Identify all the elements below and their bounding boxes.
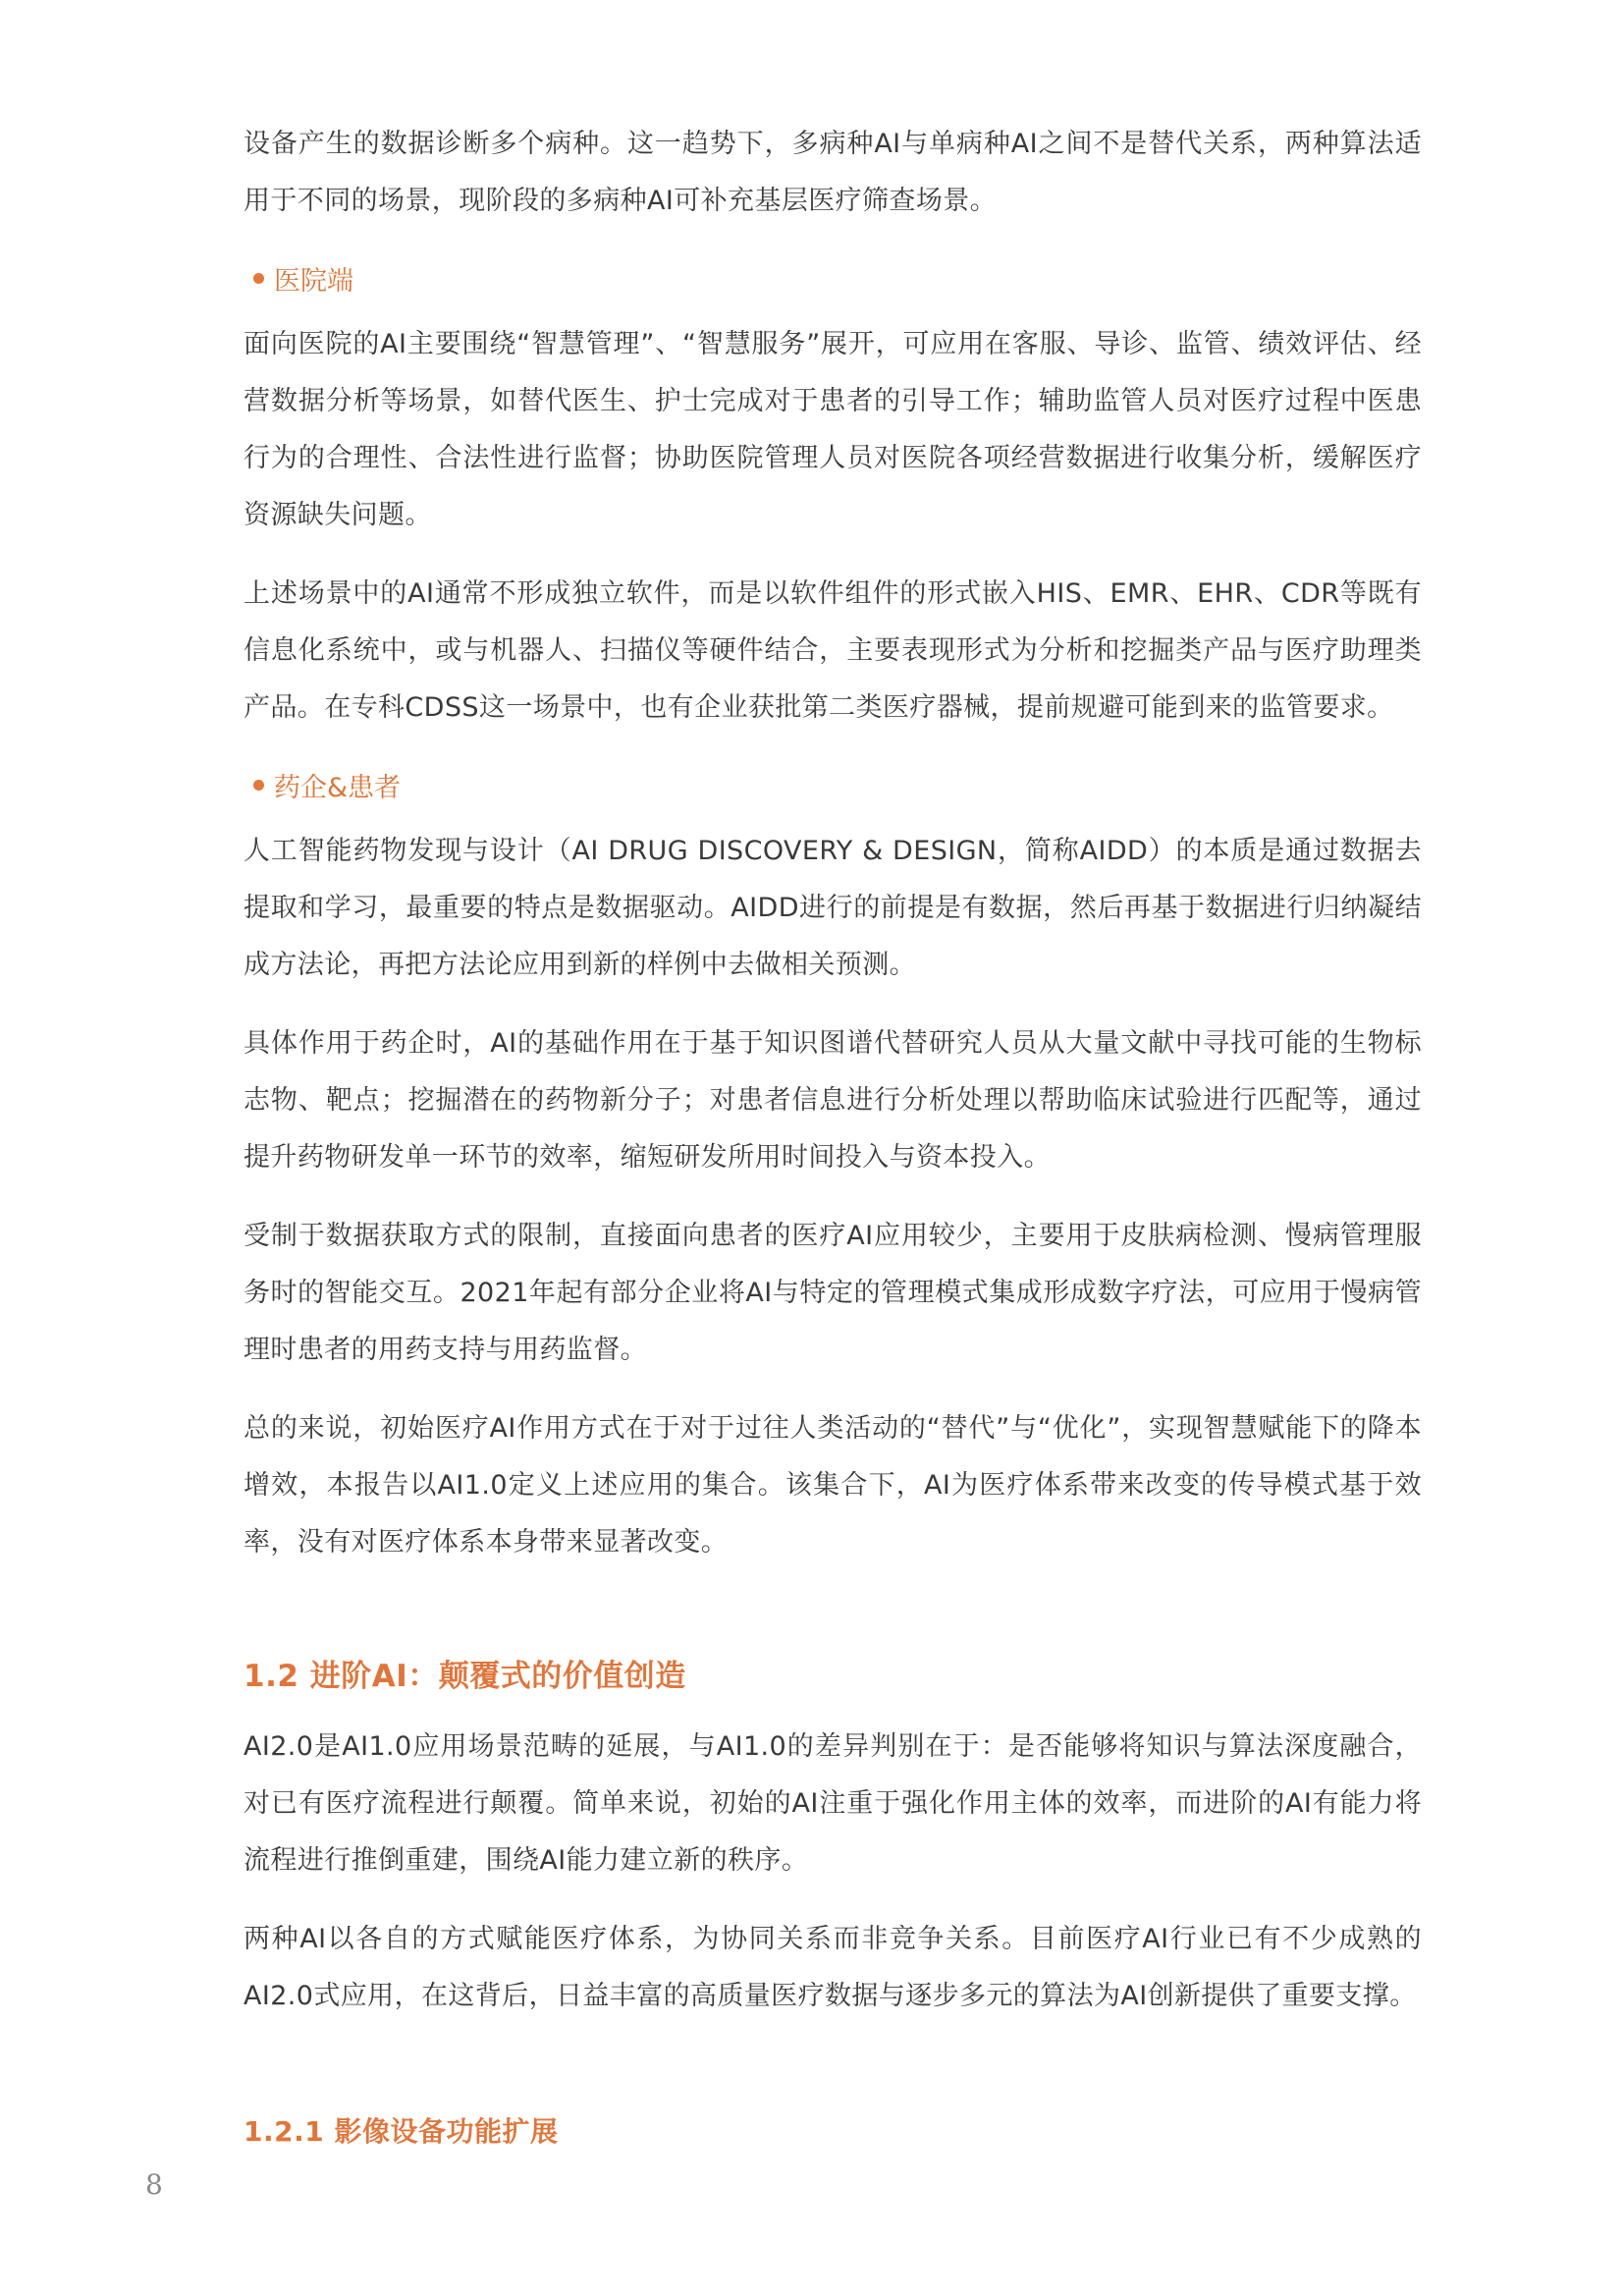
paragraph: 总的来说，初始医疗AI作用方式在于对于过往人类活动的“替代”与“优化”，实现智慧赋能下的降本增效，本报告以AI1.0定义上述应用的集合。该集合下，AI为医疗体系带来改变的传导模式基于效率，没有对医疗体系本身带来显著改变。: [243, 1413, 1422, 1558]
bullet-dot-icon: [253, 273, 264, 284]
section-heading-label: 药企&患者: [274, 772, 402, 803]
paragraph: 人工智能药物发现与设计（AI DRUG DISCOVERY & DESIGN，简称AIDD）的本质是通过数据去提取和学习，最重要的特点是数据驱动。AIDD进行的前提是有数据，然后再基于数据进行归纳凝结成方法论，再把方法论应用到新的样例中去做相关预测。: [243, 836, 1422, 980]
paragraph: 具体作用于药企时，AI的基础作用在于基于知识图谱代替研究人员从大量文献中寻找可能的生物标志物、靶点；挖掘潜在的药物新分子；对患者信息进行分析处理以帮助临床试验进行匹配等，通过提升药物研发单一环节的效率，缩短研发所用时间投入与资本投入。: [243, 1028, 1422, 1173]
section-heading-hospital: [253, 251, 1422, 304]
subsection-title-1-2-1: 1.2.1 影像设备功能扩展: [243, 2115, 559, 2148]
bullet-dot-icon: [253, 780, 264, 791]
section-heading-label: 医院端: [274, 265, 353, 297]
paragraph: 两种AI以各自的方式赋能医疗体系，为协同关系而非竞争关系。目前医疗AI行业已有不少成熟的AI2.0式应用，在这背后，日益丰富的高质量医疗数据与逐步多元的算法为AI创新提供了重要支撑。: [243, 1924, 1422, 2011]
paragraph: 上述场景中的AI通常不形成独立软件，而是以软件组件的形式嵌入HIS、EMR、EHR、CDR等既有信息化系统中，或与机器人、扫描仪等硬件结合，主要表现形式为分析和挖掘类产品与医疗助理类产品。在专科CDSS这一场景中，也有企业获批第二类医疗器械，提前规避可能到来的监管要求。: [243, 578, 1422, 723]
paragraph: 受制于数据获取方式的限制，直接面向患者的医疗AI应用较少，主要用于皮肤病检测、慢病管理服务时的智能交互。2021年起有部分企业将AI与特定的管理模式集成形成数字疗法，可应用于慢病管理时患者的用药支持与用药监督。: [243, 1221, 1422, 1365]
section-title-1-2: 1.2 进阶AI：颠覆式的价值创造: [243, 1659, 686, 1694]
page-number: 8: [145, 2168, 163, 2201]
paragraph: 面向医院的AI主要围绕“智慧管理”、“智慧服务”展开，可应用在客服、导诊、监管、绩效评估、经营数据分析等场景，如替代医生、护士完成对于患者的引导工作；辅助监管人员对医疗过程中医患行为的合理性、合法性进行监督；协助医院管理人员对医院各项经营数据进行收集分析，缓解医疗资源缺失问题。: [243, 329, 1422, 530]
section-heading-pharma-patient: [253, 758, 1422, 811]
paragraph: AI2.0是AI1.0应用场景范畴的延展，与AI1.0的差异判别在于：是否能够将知识与算法深度融合，对已有医疗流程进行颠覆。简单来说，初始的AI注重于强化作用主体的效率，而进阶的AI有能力将流程进行推倒重建，围绕AI能力建立新的秩序。: [243, 1731, 1422, 1876]
page-body: [243, 116, 1422, 2157]
paragraph: 设备产生的数据诊断多个病种。这一趋势下，多病种AI与单病种AI之间不是替代关系，两种算法适用于不同的场景，现阶段的多病种AI可补充基层医疗筛查场景。: [243, 129, 1422, 216]
